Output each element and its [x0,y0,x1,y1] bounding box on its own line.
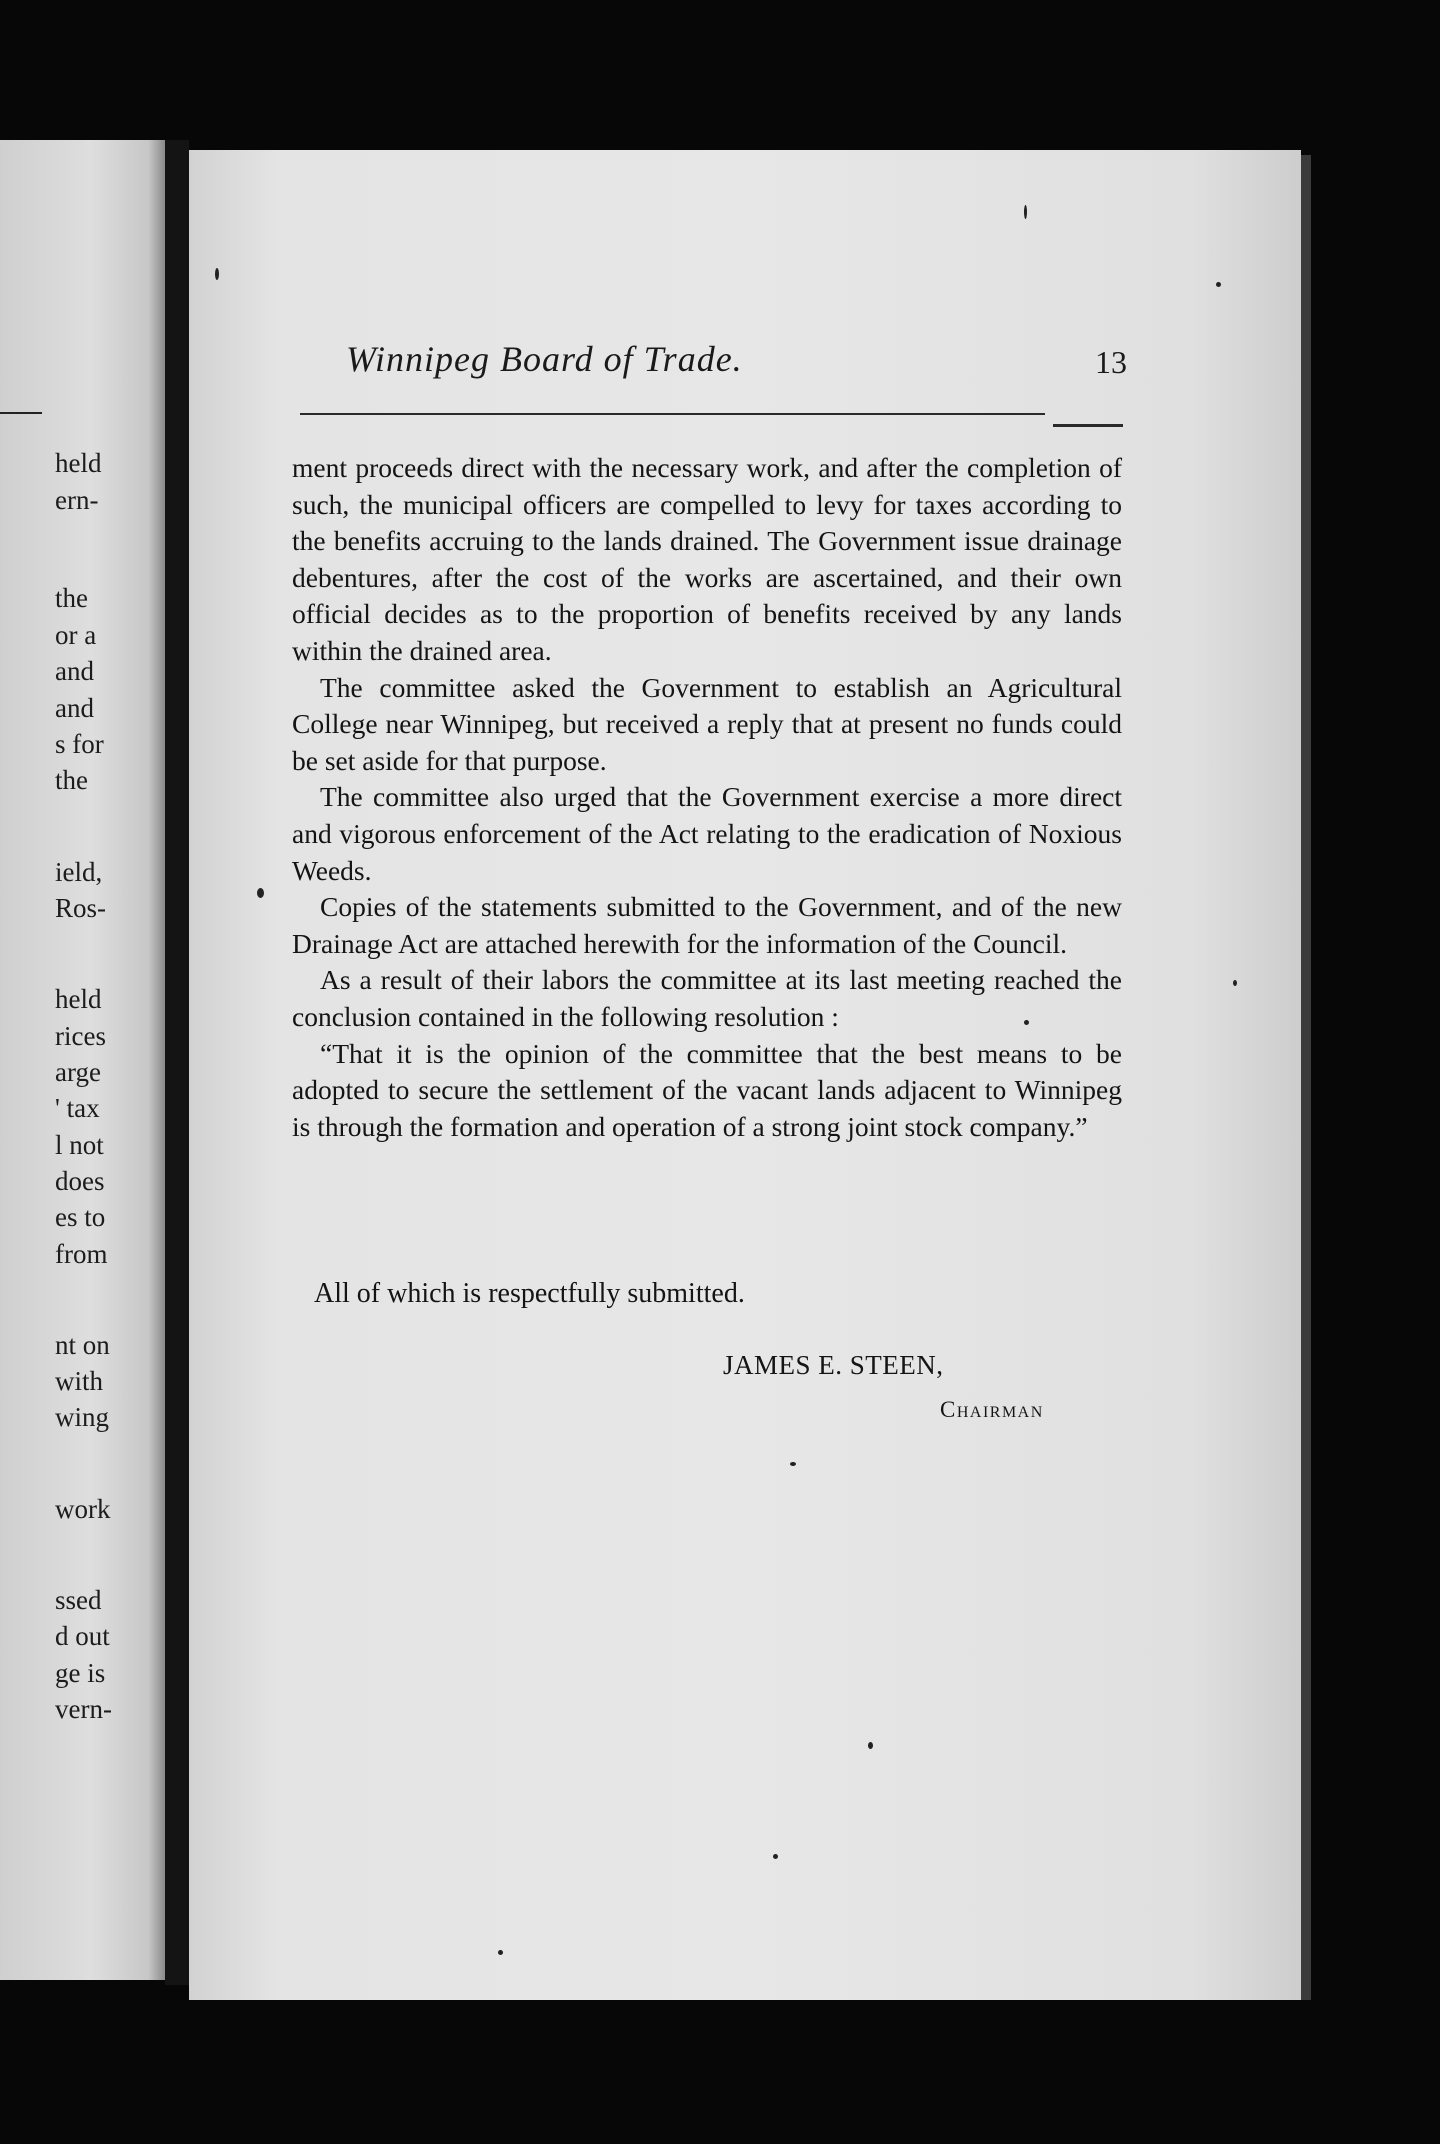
facing-page-fragment: ern- [55,485,99,515]
facing-page-fragment: with [55,1366,104,1396]
facing-page-fragment: s for [55,729,104,759]
body-text [292,450,1122,1145]
facing-page-fragment: and [55,693,94,723]
header-rule-short [1053,424,1123,427]
print-speck [215,268,219,280]
paragraph: ment proceeds direct with the necessary work, and after the completion of such, the municipal officers are compelled to levy for taxes according to the benefits accruing to the lands drained. The Government issue drainage debentures, after the cost of the works are ascertained, and their own official decides as to the proportion of benefits received by any lands within the drained area. [292,452,1122,666]
print-speck [868,1742,873,1749]
facing-page-fragment: d out [55,1621,110,1651]
facing-page-fragment: Ros- [55,893,107,923]
facing-page-fragment: ge is [55,1658,106,1688]
facing-page-fragment: l not [55,1130,104,1160]
facing-page-fragment: and [55,656,94,686]
facing-page-fragment: vern- [55,1694,112,1724]
paragraph: As a result of their labors the committee at its last meeting reached the conclusion contained in the following resolution : [292,964,1122,1032]
print-speck [498,1950,503,1955]
paragraph: The committee also urged that the Government exercise a more direct and vigorous enforcement of the Act relating to the eradication of Noxious Weeds. [292,781,1122,886]
facing-page-fragment: held [55,448,102,478]
facing-page-fragment: does [55,1166,105,1196]
print-speck [1216,282,1221,287]
header-rule [300,413,1045,415]
facing-page-fragment: or a [55,620,97,650]
facing-page-fragment: ssed [55,1585,102,1615]
facing-page-fragment: wing [55,1402,109,1432]
print-speck [1024,1020,1029,1025]
facing-page-fragment: work [55,1494,111,1524]
facing-page-fragment: arge [55,1057,101,1087]
print-speck [790,1462,796,1466]
paragraph: Copies of the statements submitted to the Government, and of the new Drainage Act are attached herewith for the information of the Council. [292,891,1122,959]
print-speck [1233,980,1237,986]
facing-page-fragment: ' tax [55,1093,100,1123]
book-gutter [165,140,189,1985]
signatory-name: JAMES E. STEEN, [723,1350,944,1380]
facing-page-left [0,140,165,1980]
page-edge-shadow [1301,155,1311,2000]
paragraph: The committee asked the Government to establish an Agricultural College near Winnipeg, but received a reply that at present no funds could be set aside for that purpose. [292,671,1122,776]
facing-page-fragment: nt on [55,1330,110,1360]
facing-page-fragment: the [55,583,88,613]
print-speck [773,1854,778,1859]
running-head: Winnipeg Board of Trade. [346,339,743,379]
closing-line: All of which is respectfully submitted. [314,1278,745,1309]
print-speck [1024,205,1027,219]
facing-page-fragment: es to [55,1202,106,1232]
facing-page-fragment: from [55,1239,108,1269]
facing-page-fragment: ield, [55,857,103,887]
page-number: 13 [1095,344,1127,380]
facing-page-rule [0,412,42,414]
signatory-title: Chairman [940,1397,1044,1422]
facing-page-fragment: held [55,984,102,1014]
facing-page-fragment: the [55,765,88,795]
facing-page-fragment: rices [55,1021,106,1051]
print-speck [257,888,264,898]
resolution-quote: “That it is the opinion of the committee that the best means to be adopted to secure the settlement of the vacant lands adjacent to Winnipeg is through the formation and operation of a strong joint stock company.” [292,1037,1122,1142]
